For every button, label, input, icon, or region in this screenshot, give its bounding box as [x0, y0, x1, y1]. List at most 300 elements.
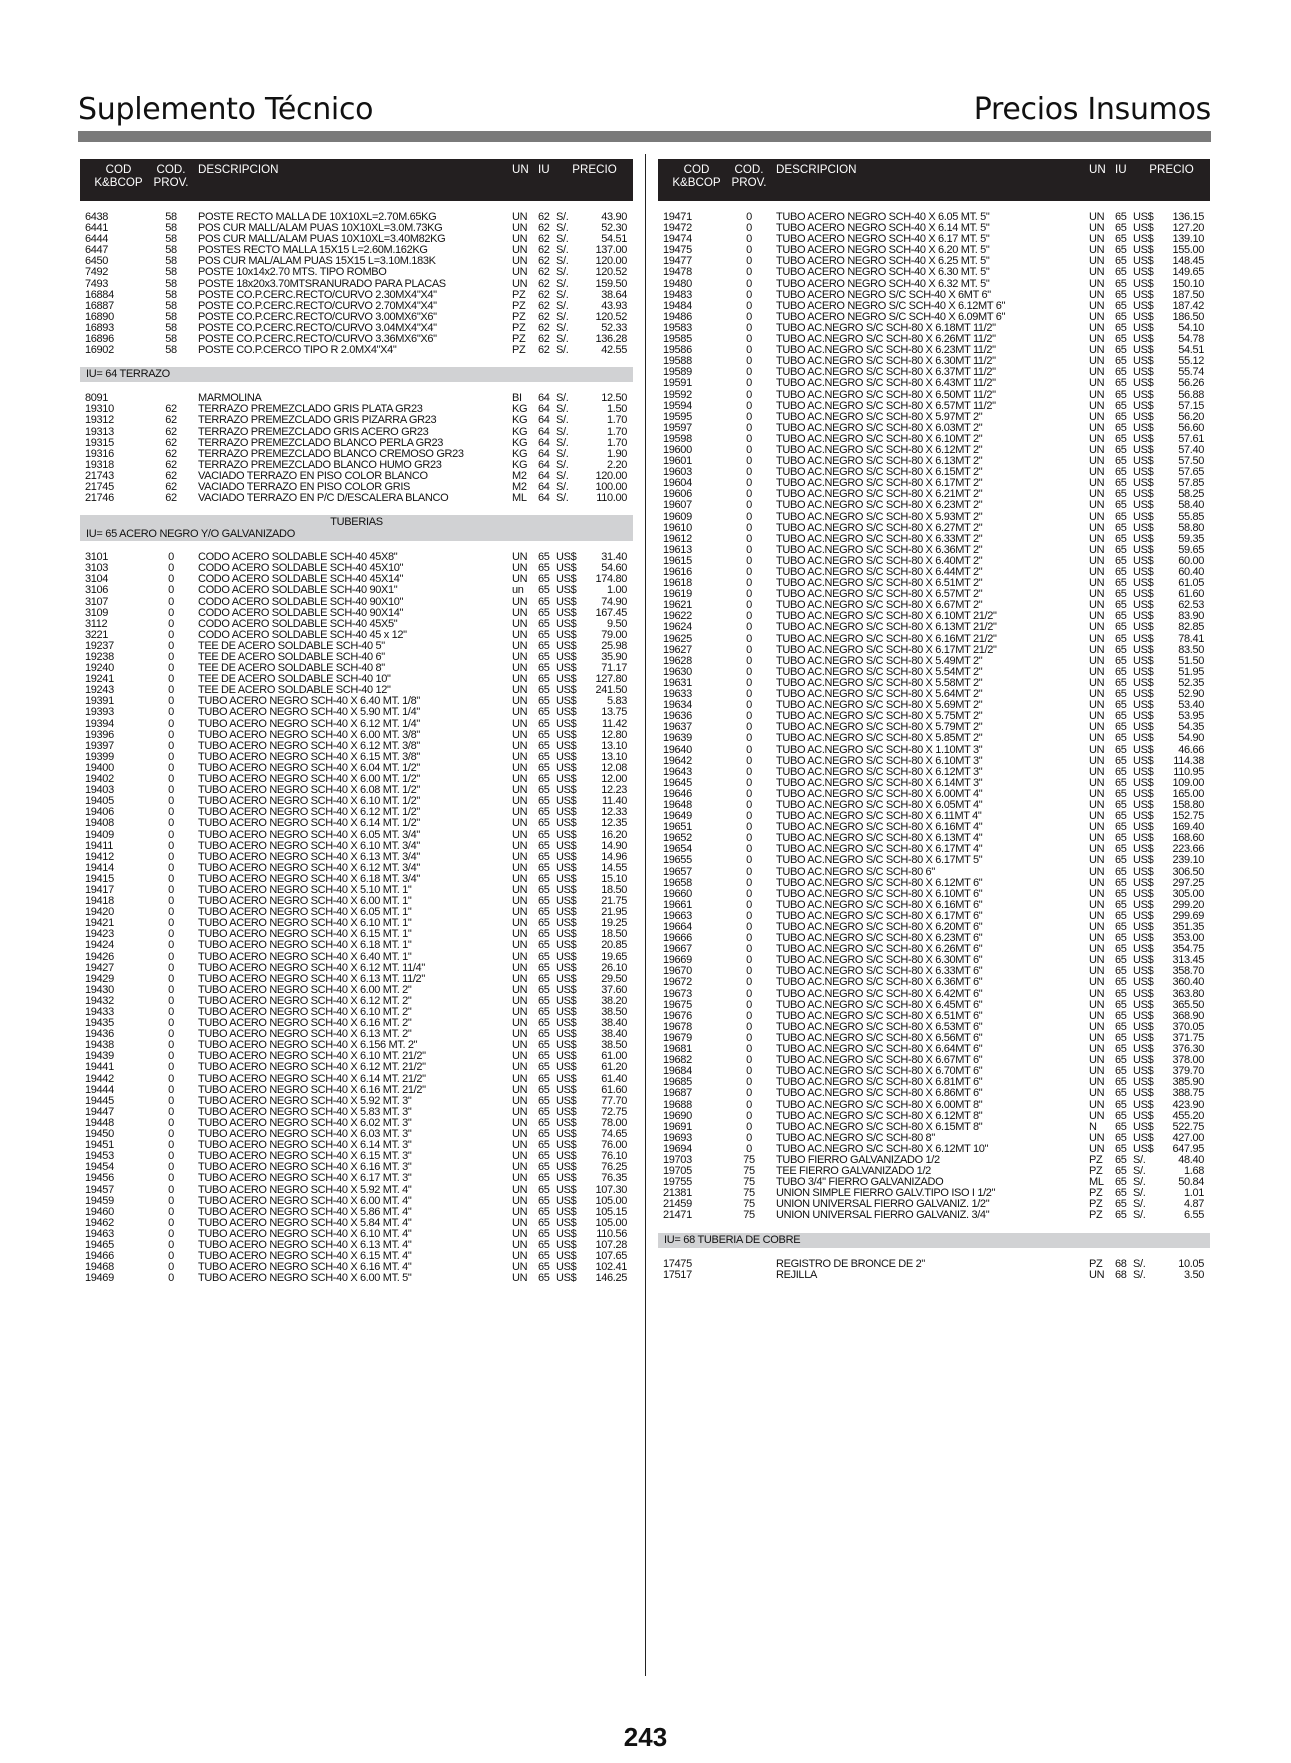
cell-un: UN — [512, 906, 528, 919]
cell-desc: TUBO AC.NEGRO S/C SCH-80 X 6.26MT 11/2" — [776, 334, 996, 346]
cell-desc: TUBO AC.NEGRO S/C SCH-80 X 6.20MT 6" — [776, 922, 983, 933]
cell-desc: TUBO ACERO NEGRO SCH-40 X 6.12 MT. 2" — [198, 995, 412, 1007]
cell-price: 378.00 — [1172, 1054, 1204, 1067]
cell-un: UN — [512, 639, 528, 652]
cell-un: UN — [512, 895, 528, 908]
cell-iu: 62 — [538, 244, 550, 257]
cell-prov: 0 — [746, 244, 752, 257]
cell-iu: 65 — [538, 1028, 550, 1041]
table-row — [80, 393, 633, 404]
cell-prov: 0 — [168, 606, 174, 619]
cell-price: 5.83 — [606, 695, 627, 708]
cell-prov: 0 — [168, 1006, 174, 1018]
cell-un: UN — [512, 739, 528, 752]
cell-un: PZ — [512, 333, 526, 346]
cell-iu: 65 — [538, 1238, 550, 1251]
cell-un: UN — [1089, 543, 1105, 556]
cell-prov: 62 — [165, 436, 177, 449]
cell-price: 102.41 — [595, 1261, 627, 1274]
cell-cod: 19442 — [85, 1072, 114, 1085]
price-table-left — [80, 159, 633, 1284]
cell-iu: 65 — [1115, 943, 1127, 956]
cell-prov: 0 — [168, 850, 174, 863]
cell-cod: 19486 — [663, 310, 692, 323]
table-row — [658, 301, 1210, 312]
cell-prov: 0 — [746, 643, 752, 656]
cell-iu: 65 — [1115, 266, 1127, 279]
cell-un: UN — [512, 761, 528, 774]
cell-prov: 75 — [743, 1153, 755, 1166]
table-row — [658, 867, 1210, 878]
cell-currency: S/. — [556, 469, 569, 482]
cell-un: UN — [1089, 599, 1105, 612]
cell-un: UN — [512, 806, 528, 819]
cell-currency: US$ — [556, 684, 577, 697]
cell-cod: 19666 — [663, 932, 692, 945]
cell-price: 25.98 — [601, 639, 627, 652]
cell-un: UN — [1089, 1065, 1105, 1078]
cell-desc: TUBO ACERO NEGRO SCH-40 X 6.17 MT. 3" — [198, 1173, 412, 1185]
cell-prov: 0 — [746, 599, 752, 612]
cell-un: UN — [512, 1050, 528, 1063]
cell-desc: TUBO ACERO NEGRO SCH-40 X 6.32 MT. 5" — [776, 278, 990, 290]
cell-cod: 3221 — [85, 628, 109, 641]
table-row — [658, 423, 1210, 434]
cell-cod: 19466 — [85, 1250, 114, 1263]
cell-cod: 19454 — [85, 1161, 114, 1174]
cell-price: 20.85 — [601, 939, 627, 952]
table-row — [658, 345, 1210, 356]
cell-desc: TUBO AC.NEGRO S/C SCH-80 X 6.33MT 6" — [776, 966, 983, 978]
cell-price: 53.95 — [1178, 710, 1204, 723]
cell-desc: TUBO AC.NEGRO S/C SCH-80 X 6.57MT 2" — [776, 589, 983, 601]
cell-currency: US$ — [556, 828, 577, 841]
cell-cod: 19315 — [85, 436, 114, 449]
spacer — [80, 382, 633, 393]
cell-price: 61.05 — [1178, 577, 1204, 590]
cell-iu: 65 — [538, 695, 550, 708]
cell-currency: US$ — [556, 750, 577, 763]
table-row — [80, 907, 633, 918]
cell-un: ML — [1089, 1176, 1104, 1189]
cell-price: 1.90 — [606, 447, 627, 460]
cell-iu: 65 — [1115, 976, 1127, 989]
cell-desc: TUBO AC.NEGRO S/C SCH-80 X 6.23MT 6" — [776, 933, 983, 945]
table-row — [80, 1240, 633, 1251]
table-row — [80, 404, 633, 415]
cell-currency: US$ — [556, 617, 577, 630]
cell-currency: US$ — [1133, 1065, 1154, 1078]
cell-currency: US$ — [1133, 321, 1154, 334]
cell-desc: TUBO AC.NEGRO S/C SCH-80 X 6.10MT 21/2" — [776, 611, 997, 623]
cell-cod: 19471 — [663, 211, 692, 223]
cell-cod: 19415 — [85, 872, 114, 885]
table-row — [80, 1074, 633, 1085]
cell-cod: 19675 — [663, 998, 692, 1011]
cell-prov: 0 — [746, 211, 752, 223]
cell-desc: TUBO AC.NEGRO S/C SCH-80 X 6.51MT 6" — [776, 1010, 983, 1022]
cell-cod: 19673 — [663, 987, 692, 1000]
cell-price: 55.12 — [1178, 355, 1204, 368]
cell-iu: 65 — [1115, 455, 1127, 468]
cell-prov: 0 — [746, 399, 752, 412]
cell-cod: 19453 — [85, 1150, 114, 1163]
cell-price: 77.70 — [601, 1094, 627, 1107]
cell-cod: 19391 — [85, 695, 114, 708]
cell-cod: 19448 — [85, 1116, 114, 1129]
cell-price: 148.45 — [1172, 255, 1204, 268]
cell-cod: 19240 — [85, 662, 114, 675]
cell-iu: 65 — [1115, 532, 1127, 545]
cell-cod: 19681 — [663, 1043, 692, 1056]
cell-desc: TERRAZO PREMEZCLADO GRIS PLATA GR23 — [198, 404, 423, 416]
cell-cod: 19645 — [663, 776, 692, 789]
cell-desc: TUBO ACERO NEGRO SCH-40 X 6.08 MT. 1/2" — [198, 785, 420, 797]
cell-iu: 65 — [538, 706, 550, 719]
cell-cod: 19627 — [663, 643, 692, 656]
cell-cod: 19436 — [85, 1028, 114, 1041]
cell-currency: US$ — [1133, 477, 1154, 490]
cell-cod: 19588 — [663, 355, 692, 368]
cell-price: 38.64 — [601, 288, 627, 301]
table-row — [658, 645, 1210, 656]
cell-desc: TUBO ACERO NEGRO SCH-40 X 6.18 MT. 3/4" — [198, 873, 420, 885]
cell-desc: TUBO AC.NEGRO S/C SCH-80 X 6.36MT 2" — [776, 544, 983, 556]
cell-prov: 0 — [168, 1039, 174, 1052]
table-row — [658, 933, 1210, 944]
cell-prov: 0 — [746, 1131, 752, 1144]
cell-desc: TUBO AC.NEGRO S/C SCH-80 X 6.10MT 3" — [776, 755, 983, 767]
table-row — [658, 1044, 1210, 1055]
cell-prov: 0 — [746, 965, 752, 978]
cell-currency: US$ — [1133, 366, 1154, 379]
cell-prov: 58 — [165, 344, 177, 357]
column-divider — [645, 154, 646, 1676]
cell-un: UN — [1089, 366, 1105, 379]
cell-cod: 19456 — [85, 1172, 114, 1185]
cell-desc: TUBO ACERO NEGRO SCH-40 X 6.18 MT. 1" — [198, 940, 412, 952]
cell-iu: 62 — [538, 277, 550, 290]
cell-desc: TUBO AC.NEGRO S/C SCH-80 X 6.12MT 2" — [776, 444, 983, 456]
cell-currency: US$ — [1133, 577, 1154, 590]
table-row — [80, 752, 633, 763]
cell-un: UN — [1089, 299, 1105, 312]
cell-prov: 0 — [168, 695, 174, 708]
cell-currency: US$ — [1133, 488, 1154, 501]
cell-desc: TERRAZO PREMEZCLADO BLANCO HUMO GR23 — [198, 459, 442, 471]
cell-price: 38.40 — [601, 1017, 627, 1030]
cell-currency: S/. — [556, 277, 569, 290]
cell-desc: TUBO ACERO NEGRO SCH-40 X 6.13 MT. 11/2" — [198, 973, 425, 985]
cell-iu: 65 — [538, 872, 550, 885]
cell-desc: TUBO ACERO NEGRO SCH-40 X 6.14 MT. 21/2" — [198, 1073, 426, 1085]
cell-un: PZ — [512, 310, 526, 323]
cell-un: UN — [1089, 432, 1105, 445]
cell-price: 76.00 — [601, 1139, 627, 1152]
cell-desc: CODO ACERO SOLDABLE SCH-40 90X14" — [198, 607, 404, 619]
cell-price: 358.70 — [1172, 965, 1204, 978]
cell-price: 54.78 — [1178, 333, 1204, 346]
cell-currency: S/. — [556, 321, 569, 334]
cell-desc: TUBO ACERO NEGRO SCH-40 X 5.10 MT. 1" — [198, 884, 412, 896]
cell-desc: TUBO ACERO NEGRO SCH-40 X 5.84 MT. 4" — [198, 1217, 412, 1229]
cell-currency: US$ — [556, 872, 577, 885]
cell-un: UN — [1089, 410, 1105, 423]
cell-desc: TUBO AC.NEGRO S/C SCH-80 X 5.97MT 2" — [776, 411, 983, 423]
cell-currency: US$ — [556, 562, 577, 575]
cell-iu: 65 — [1115, 1031, 1127, 1044]
cell-prov: 0 — [746, 1142, 752, 1155]
cell-un: PZ — [512, 288, 526, 301]
cell-un: UN — [512, 266, 528, 279]
cell-currency: US$ — [556, 1094, 577, 1107]
cell-cod: 19618 — [663, 577, 692, 590]
cell-price: 370.05 — [1172, 1020, 1204, 1033]
cell-cod: 19483 — [663, 288, 692, 301]
cell-cod: 19636 — [663, 710, 692, 723]
cell-currency: US$ — [1133, 499, 1154, 512]
cell-iu: 65 — [538, 1128, 550, 1141]
cell-cod: 21743 — [85, 469, 114, 482]
cell-desc: POSTE 10x14x2.70 MTS. TIPO ROMBO — [198, 267, 387, 279]
cell-cod: 19451 — [85, 1139, 114, 1152]
cell-price: 376.30 — [1172, 1043, 1204, 1056]
cell-prov: 0 — [746, 233, 752, 246]
cell-iu: 65 — [538, 917, 550, 930]
cell-iu: 65 — [538, 562, 550, 575]
cell-iu: 65 — [1115, 321, 1127, 334]
cell-iu: 65 — [1115, 1043, 1127, 1056]
cell-currency: US$ — [1133, 1131, 1154, 1144]
cell-cod: 19412 — [85, 850, 114, 863]
cell-iu: 65 — [1115, 488, 1127, 501]
cell-currency: US$ — [1133, 787, 1154, 800]
cell-prov: 0 — [746, 776, 752, 789]
cell-price: 152.75 — [1172, 810, 1204, 823]
cell-desc: TUBO ACERO NEGRO SCH-40 X 6.14 MT. 5" — [776, 223, 990, 235]
cell-prov: 0 — [168, 784, 174, 797]
cell-iu: 65 — [538, 1083, 550, 1096]
cell-iu: 65 — [1115, 244, 1127, 257]
cell-prov: 0 — [168, 773, 174, 786]
cell-desc: TUBO AC.NEGRO S/C SCH-80 X 6.13MT 21/2" — [776, 622, 997, 634]
cell-price: 110.00 — [596, 492, 627, 505]
cell-price: 168.60 — [1172, 832, 1204, 845]
section-subtitle: IU= 65 ACERO NEGRO Y/O GALVANIZADO — [86, 528, 295, 541]
table-row — [658, 1066, 1210, 1077]
cell-iu: 68 — [1115, 1268, 1127, 1281]
cell-un: UN — [1089, 721, 1105, 734]
cell-cod: 7492 — [85, 266, 109, 279]
cell-cod: 7493 — [85, 277, 109, 290]
cell-cod: 6447 — [85, 244, 109, 257]
cell-desc: TUBO ACERO NEGRO SCH-40 X 5.90 MT. 1/4" — [198, 707, 420, 719]
cell-currency: US$ — [1133, 943, 1154, 956]
cell-prov: 0 — [746, 466, 752, 479]
cell-currency: US$ — [1133, 798, 1154, 811]
cell-desc: TUBO ACERO NEGRO SCH-40 X 6.20 MT. 5" — [776, 245, 990, 257]
cell-desc: TUBO AC.NEGRO S/C SCH-80 X 6.43MT 11/2" — [776, 378, 996, 390]
cell-iu: 65 — [1115, 1165, 1127, 1178]
cell-iu: 65 — [538, 1072, 550, 1085]
cell-currency: US$ — [1133, 532, 1154, 545]
cell-cod: 19310 — [85, 403, 114, 416]
cell-iu: 65 — [1115, 466, 1127, 479]
cell-prov: 0 — [168, 1116, 174, 1129]
cell-price: 10.05 — [1178, 1257, 1204, 1270]
cell-price: 107.65 — [595, 1250, 627, 1263]
cell-cod: 19597 — [663, 421, 692, 434]
table-row — [658, 745, 1210, 756]
cell-prov: 0 — [746, 876, 752, 889]
cell-currency: US$ — [556, 983, 577, 996]
table-row — [658, 412, 1210, 423]
cell-cod: 3106 — [85, 584, 109, 597]
cell-currency: US$ — [556, 950, 577, 963]
cell-price: 14.96 — [601, 850, 627, 863]
cell-cod: 19628 — [663, 654, 692, 667]
table-row — [658, 378, 1210, 389]
cell-iu: 65 — [538, 883, 550, 896]
cell-un: UN — [1089, 1054, 1105, 1067]
cell-cod: 19406 — [85, 806, 114, 819]
table-row — [80, 1229, 633, 1240]
cell-prov: 58 — [165, 222, 177, 235]
table-row — [80, 1140, 633, 1151]
spacer — [80, 504, 633, 515]
cell-currency: US$ — [556, 1128, 577, 1141]
cell-desc: TUBO AC.NEGRO S/C SCH-80 X 6.21MT 2" — [776, 489, 983, 501]
cell-desc: CODO ACERO SOLDABLE SCH-40 45 x 12" — [198, 629, 407, 641]
cell-currency: US$ — [556, 673, 577, 686]
table-row — [80, 334, 633, 345]
cell-un: UN — [1089, 610, 1105, 623]
cell-cod: 19610 — [663, 521, 692, 534]
cell-iu: 65 — [1115, 998, 1127, 1011]
cell-prov: 0 — [746, 732, 752, 745]
table-row — [80, 1129, 633, 1140]
cell-cod: 19592 — [663, 388, 692, 401]
cell-cod: 19679 — [663, 1031, 692, 1044]
cell-price: 56.26 — [1178, 377, 1204, 390]
cell-iu: 62 — [538, 233, 550, 246]
cell-price: 139.10 — [1172, 233, 1204, 246]
cell-currency: US$ — [1133, 998, 1154, 1011]
table-row — [658, 722, 1210, 733]
cell-prov: 0 — [746, 577, 752, 590]
cell-cod: 19624 — [663, 621, 692, 634]
cell-iu: 65 — [538, 983, 550, 996]
cell-cod: 19450 — [85, 1128, 114, 1141]
cell-un: UN — [1089, 344, 1105, 357]
table-header — [658, 159, 1210, 201]
cell-cod: 19439 — [85, 1050, 114, 1063]
table-row — [80, 741, 633, 752]
cell-price: 38.20 — [601, 994, 627, 1007]
cell-un: UN — [512, 233, 528, 246]
cell-price: 19.65 — [601, 950, 627, 963]
cell-price: 187.50 — [1172, 288, 1204, 301]
cell-price: 16.20 — [601, 828, 627, 841]
cell-cod: 19634 — [663, 699, 692, 712]
cell-price: 18.50 — [601, 883, 627, 896]
cell-un: ML — [512, 492, 527, 505]
cell-iu: 64 — [538, 458, 550, 471]
cell-desc: TUBO AC.NEGRO S/C SCH-80 X 6.30MT 6" — [776, 955, 983, 967]
cell-desc: TUBO ACERO NEGRO SCH-40 X 6.10 MT. 3/4" — [198, 840, 420, 852]
cell-iu: 65 — [1115, 1020, 1127, 1033]
cell-un: UN — [512, 1161, 528, 1174]
cell-desc: TUBO ACERO NEGRO SCH-40 X 6.30 MT. 5" — [776, 267, 990, 279]
cell-currency: US$ — [1133, 410, 1154, 423]
cell-currency: S/. — [556, 299, 569, 312]
cell-un: UN — [1089, 676, 1105, 689]
cell-price: 52.35 — [1178, 676, 1204, 689]
cell-prov: 62 — [165, 425, 177, 438]
page-number: 243 — [623, 1722, 668, 1752]
cell-prov: 0 — [168, 1205, 174, 1218]
cell-price: 385.90 — [1172, 1076, 1204, 1089]
cell-price: 78.41 — [1178, 632, 1204, 645]
cell-un: UN — [1089, 588, 1105, 601]
cell-price: 223.66 — [1172, 843, 1204, 856]
cell-price: 167.45 — [595, 606, 627, 619]
cell-cod: 19238 — [85, 651, 114, 663]
cell-desc: TUBO ACERO NEGRO SCH-40 X 6.13 MT. 2" — [198, 1029, 412, 1041]
cell-iu: 62 — [538, 344, 550, 357]
cell-desc: TUBO ACERO NEGRO SCH-40 X 6.00 MT. 1" — [198, 896, 412, 908]
cell-price: 62.53 — [1178, 599, 1204, 612]
cell-price: 61.40 — [601, 1072, 627, 1085]
cell-price: 4.87 — [1183, 1198, 1204, 1211]
table-row — [80, 707, 633, 718]
cell-currency: US$ — [556, 717, 577, 730]
cell-currency: S/. — [556, 310, 569, 323]
table-row — [80, 574, 633, 585]
cell-prov: 0 — [746, 810, 752, 823]
cell-price: 57.65 — [1178, 466, 1204, 479]
cell-iu: 62 — [538, 310, 550, 323]
cell-un: UN — [1089, 810, 1105, 823]
cell-desc: TUBO AC.NEGRO S/C SCH-80 X 6.00MT 4" — [776, 788, 983, 800]
cell-prov: 0 — [168, 950, 174, 963]
cell-price: 371.75 — [1172, 1031, 1204, 1044]
cell-un: UN — [512, 817, 528, 830]
cell-cod: 19655 — [663, 854, 692, 867]
cell-un: UN — [1089, 843, 1105, 856]
table-body — [80, 201, 633, 1284]
cell-desc: POSTE CO.P.CERC.RECTO/CURVO 2.70MX4"X4" — [198, 300, 437, 312]
cell-un: PZ — [1089, 1209, 1103, 1222]
table-row — [80, 641, 633, 652]
cell-iu: 64 — [538, 469, 550, 482]
cell-desc: VACIADO TERRAZO EN PISO COLOR BLANCO — [198, 470, 428, 482]
cell-currency: US$ — [1133, 1142, 1154, 1155]
cell-iu: 65 — [1115, 1153, 1127, 1166]
cell-un: UN — [1089, 876, 1105, 889]
cell-price: 146.25 — [595, 1272, 627, 1285]
cell-cod: 19432 — [85, 994, 114, 1007]
cell-price: 12.33 — [601, 806, 627, 819]
cell-price: 136.28 — [595, 333, 627, 346]
cell-desc: TUBO AC.NEGRO S/C SCH-80 X 6.70MT 6" — [776, 1066, 983, 1078]
cell-cod: 19438 — [85, 1039, 114, 1052]
table-row — [658, 356, 1210, 367]
cell-un: PZ — [512, 299, 526, 312]
cell-desc: TUBO ACERO NEGRO S/C SCH-40 X 6.12MT 6" — [776, 300, 1006, 312]
cell-iu: 65 — [538, 839, 550, 852]
cell-desc: TUBO AC.NEGRO S/C SCH-80 X 6.26MT 6" — [776, 944, 983, 956]
